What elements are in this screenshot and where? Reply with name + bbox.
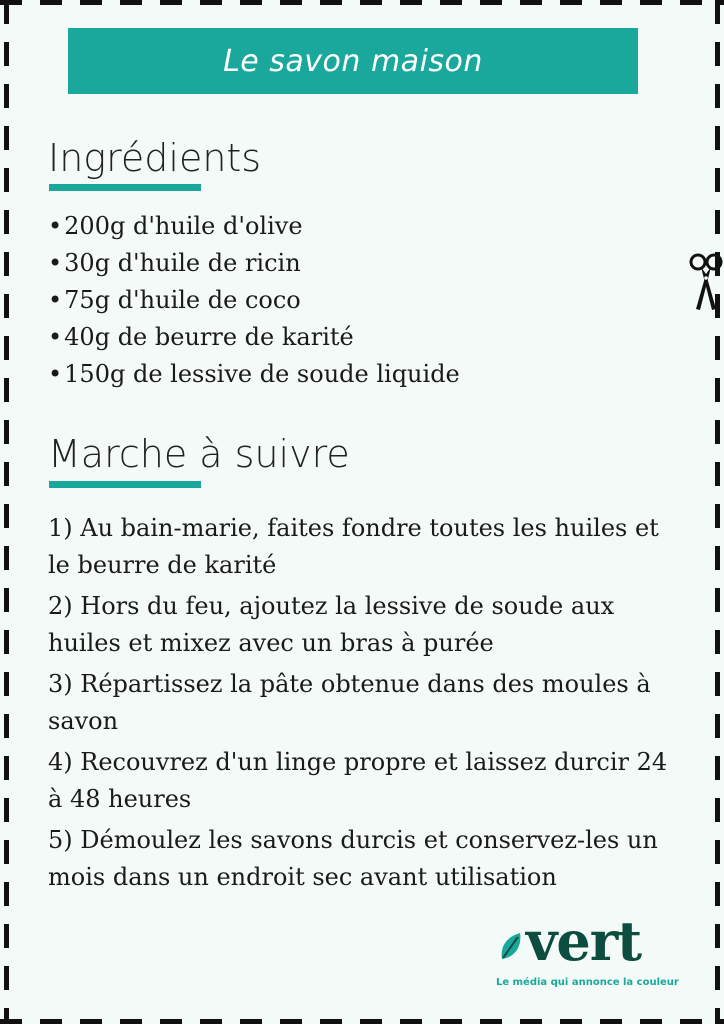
cut-border-bottom	[0, 1019, 724, 1024]
ingredients-heading: Ingrédients	[48, 136, 262, 180]
cut-border-top	[0, 0, 724, 5]
list-item: •200g d'huile d'olive	[48, 212, 303, 240]
steps-list	[48, 510, 688, 900]
page-title: Le savon maison	[223, 43, 483, 79]
step-item: 2) Hors du feu, ajoutez la lessive de soude aux huiles et mixez avec un bras à purée	[48, 592, 615, 657]
step-item: 4) Recouvrez d'un linge propre et laissez durcir 24 à 48 heures	[48, 748, 668, 813]
ingredients-list	[48, 208, 460, 393]
logo-wordmark: vert	[526, 909, 642, 973]
leaf-icon	[498, 931, 526, 963]
cut-border-right	[715, 0, 720, 1024]
step-item: 5) Démoulez les savons durcis et conservez-les un mois dans un endroit sec avant utilisation	[48, 826, 658, 891]
list-item: •40g de beurre de karité	[48, 323, 354, 351]
steps-heading: Marche à suivre	[48, 432, 350, 476]
step-item: 1) Au bain-marie, faites fondre toutes les huiles et le beurre de karité	[48, 514, 659, 579]
steps-underline	[49, 481, 201, 488]
title-banner	[68, 28, 638, 94]
scissors-icon	[688, 252, 724, 314]
list-item: •150g de lessive de soude liquide	[48, 360, 460, 388]
list-item: •30g d'huile de ricin	[48, 249, 301, 277]
list-item: •75g d'huile de coco	[48, 286, 301, 314]
cut-border-left	[4, 0, 9, 1024]
brand-logo	[496, 909, 696, 995]
ingredients-underline	[49, 184, 201, 191]
step-item: 3) Répartissez la pâte obtenue dans des moules à savon	[48, 670, 651, 735]
logo-tagline: Le média qui annonce la couleur	[496, 977, 679, 988]
